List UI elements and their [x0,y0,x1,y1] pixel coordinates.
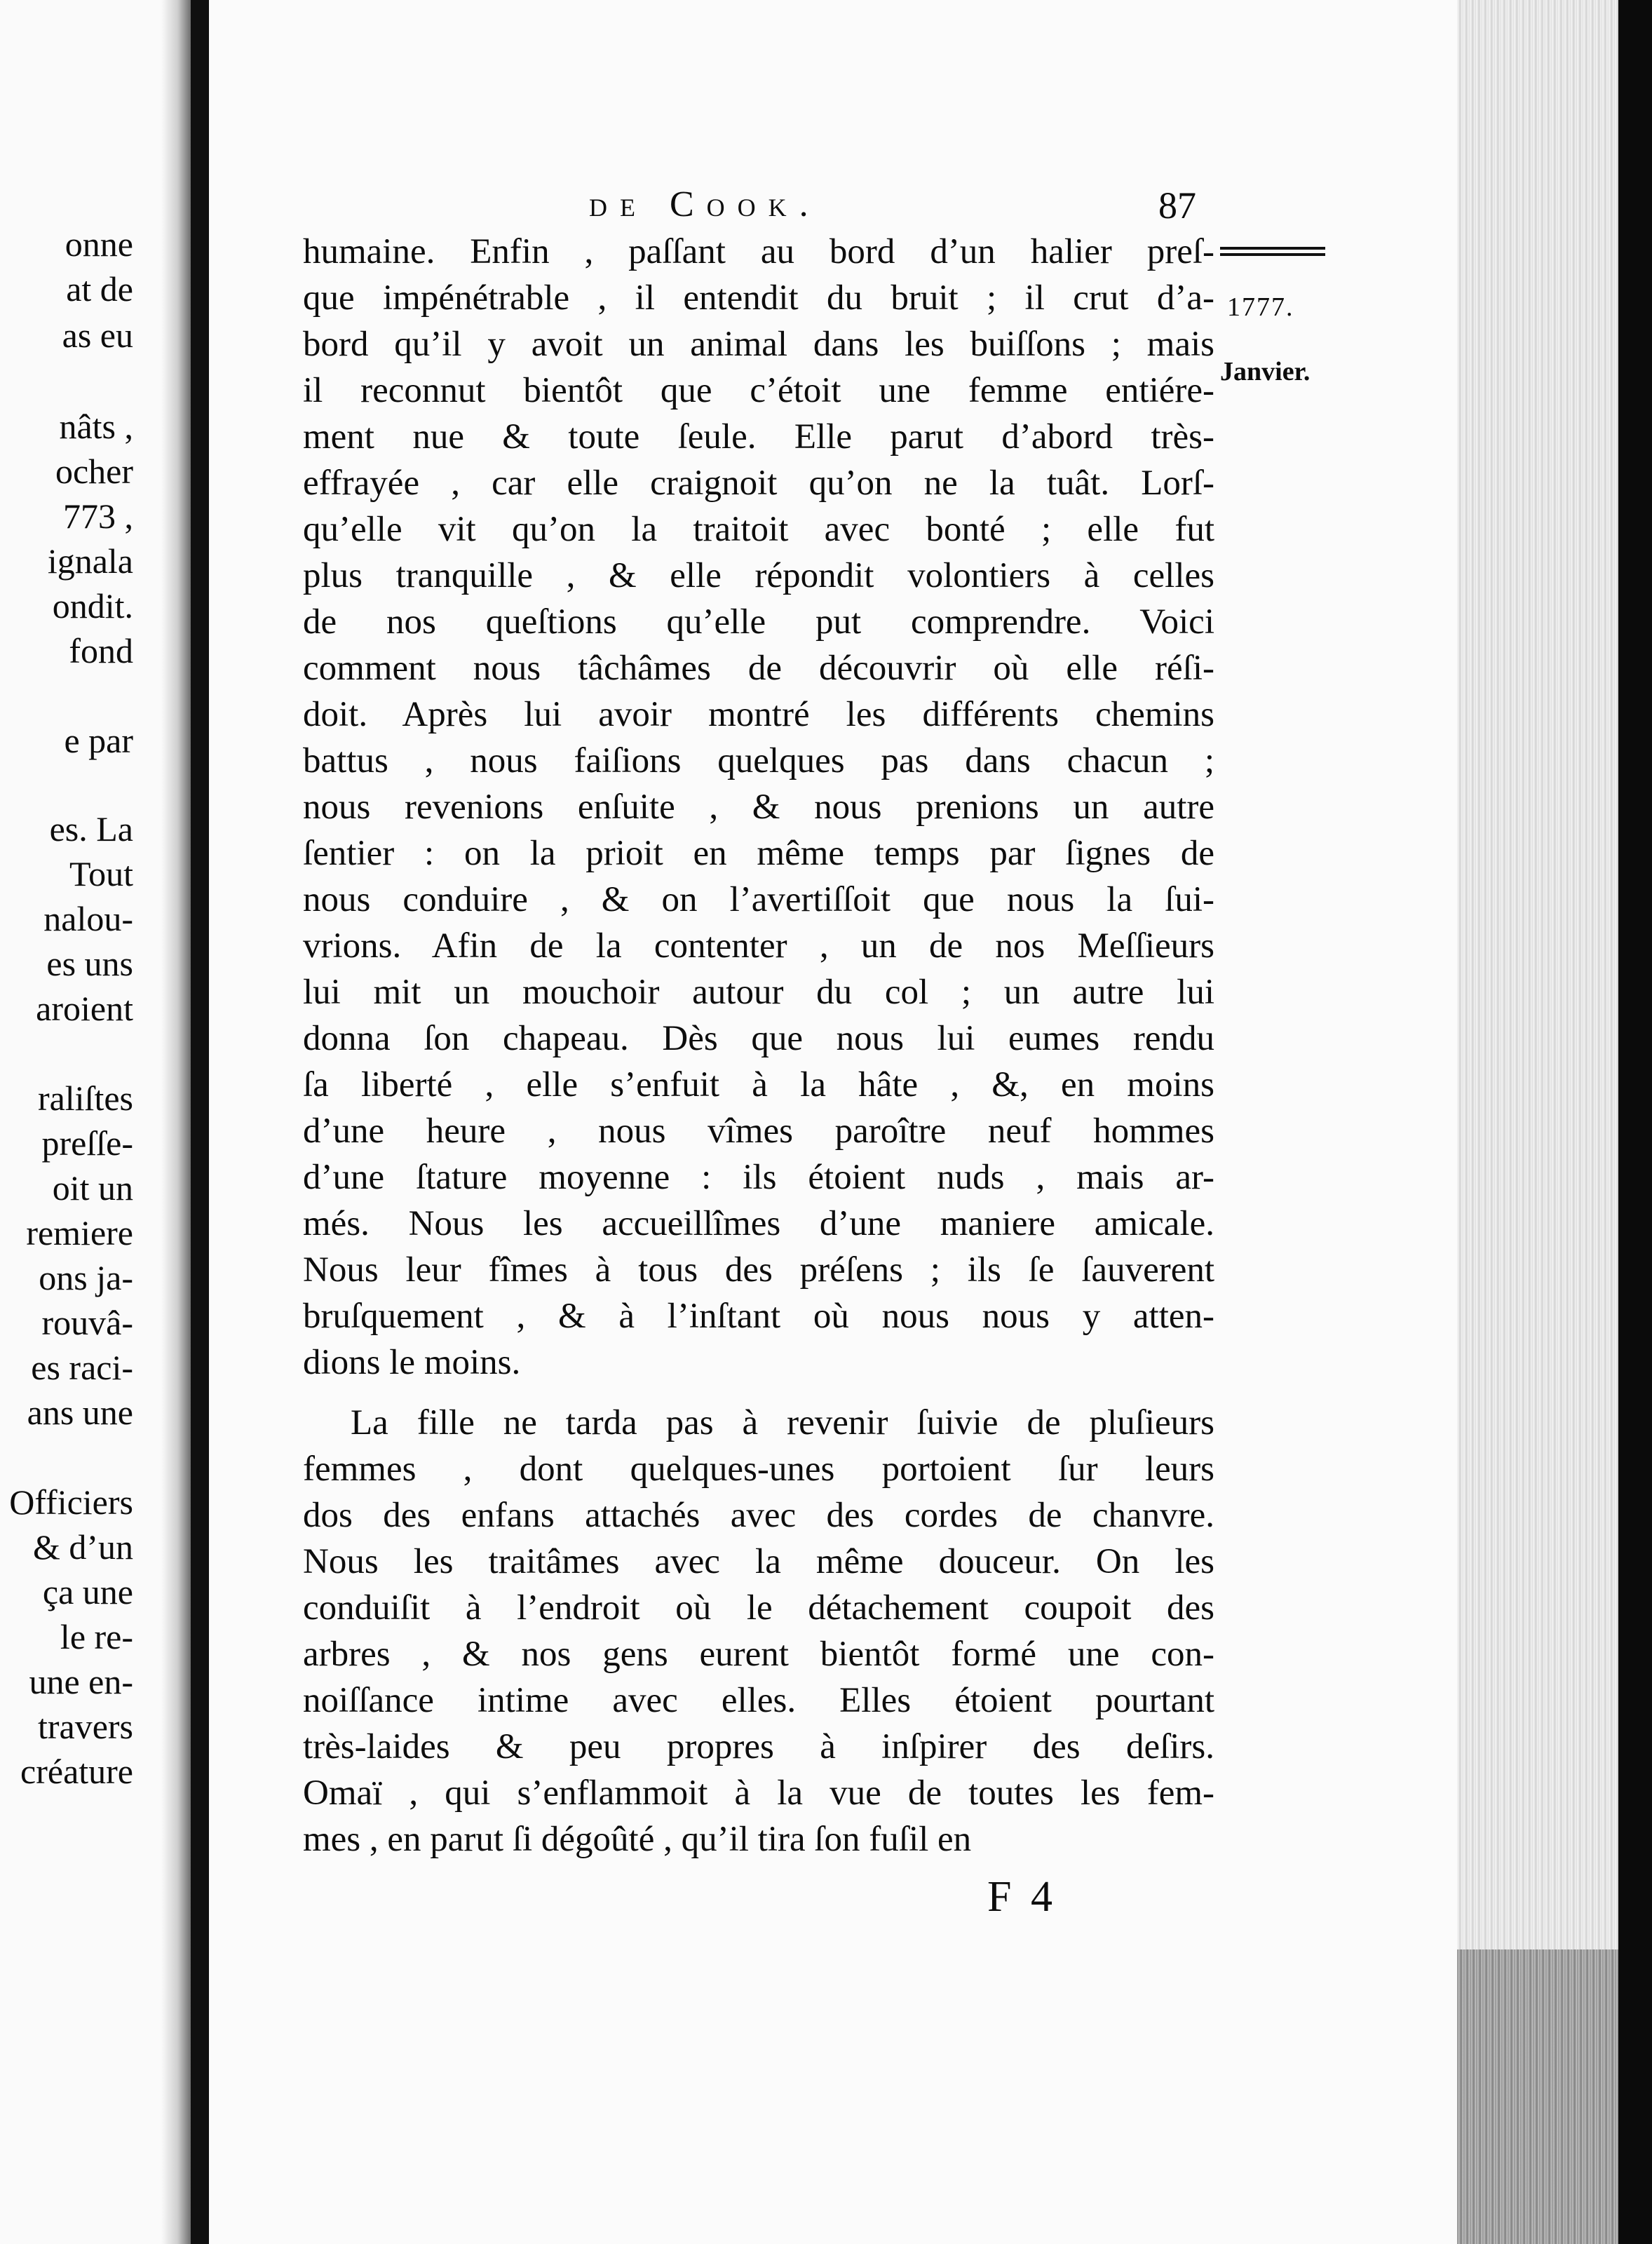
text-line: de nos queſtions qu’elle put comprendre. Voici [303,602,1214,642]
previous-page-line: rouvâ- [41,1303,133,1342]
previous-page-line: une en- [29,1662,133,1701]
text-line: conduiſit à l’endroit où le détachement coupoit des [303,1588,1214,1628]
previous-page-line: raliſtes [37,1079,133,1118]
text-line: vrions. Afin de la contenter , un de nos Meſſieurs [303,926,1214,966]
previous-page-line: onne [65,224,133,264]
previous-page-line: nâts , [59,407,133,446]
previous-page-line: nalou- [43,899,133,938]
text-line: il reconnut bientôt que c’étoit une femme entiére- [303,371,1214,410]
previous-page-line: at de [66,269,133,309]
text-line: donna ſon chapeau. Dès que nous lui eumes rendu [303,1019,1214,1058]
previous-page-line: es uns [46,944,133,983]
previous-page-line: Tout [69,854,133,893]
previous-page-line: as eu [62,316,133,355]
text-line: d’une heure , nous vîmes paroître neuf hommes [303,1111,1214,1151]
margin-note-year: 1777. [1227,292,1294,322]
signature-mark: F 4 [987,1873,1057,1921]
previous-page-line: ans une [27,1393,133,1432]
previous-page-line: & d’un [32,1527,133,1567]
text-line: bruſquement , & à l’inſtant où nous nous y atten- [303,1297,1214,1336]
text-line: Nous les traitâmes avec la même douceur. On les [303,1542,1214,1581]
previous-page-line: ignala [47,541,133,581]
previous-page-line: travers [37,1707,133,1746]
paragraph-gap [303,1386,1214,1400]
text-line: comment nous tâchâmes de découvrir où elle réſi- [303,649,1214,688]
previous-page-line: ondit. [52,586,133,626]
text-line: qu’elle vit qu’on la traitoit avec bonté ; elle fut [303,510,1214,549]
previous-page-line: ocher [55,452,133,491]
text-line: arbres , & nos gens eurent bientôt formé une con- [303,1635,1214,1674]
text-line: battus , nous faiſions quelques pas dans chacun ; [303,741,1214,780]
previous-page-line: Officiers [9,1482,133,1522]
previous-page-shadow [161,0,191,2244]
text-line: doit. Après lui avoir montré les différents chemins [303,695,1214,734]
text-line: très-laides & peu propres à inſpirer des deſirs. [303,1727,1214,1766]
text-line: mes , en parut ſi dégoûté , qu’il tira ſon fuſil en [303,1820,972,1859]
previous-page-line: preſſe- [41,1123,133,1163]
previous-page-line: es raci- [31,1348,133,1387]
previous-page-line: oit un [52,1168,133,1208]
text-line: Nous leur fîmes à tous des préſens ; ils ſe ſauverent [303,1250,1214,1290]
page-number: 87 [1158,184,1196,227]
text-line: plus tranquille , & elle répondit volontiers à celles [303,556,1214,595]
text-line: ſentier : on la prioit en même temps par ſignes de [303,834,1214,873]
text-line: ment nue & toute ſeule. Elle parut d’abord très- [303,417,1214,457]
page-edges [1457,0,1618,2244]
previous-page-line: ons ja- [39,1258,133,1297]
text-line: més. Nous les accueillîmes d’une maniere amicale. [303,1204,1214,1243]
previous-page-line: e par [64,721,133,760]
margin-rule [1220,247,1325,259]
previous-page-line: 773 , [63,496,133,536]
previous-page-line: créature [20,1752,133,1791]
text-line: noiſſance intime avec elles. Elles étoient pourtant [303,1681,1214,1720]
scan-border [1618,0,1652,2244]
previous-page-line: aroient [36,989,133,1028]
text-line: La fille ne tarda pas à revenir ſuivie de pluſieurs [351,1403,1214,1442]
previous-page-line: le re- [60,1617,133,1656]
previous-page-line: remiere [26,1213,133,1252]
text-line: nous conduire , & on l’avertiſſoit que nous la ſui- [303,880,1214,919]
text-line: bord qu’il y avoit un animal dans les buiſſons ; mais [303,325,1214,364]
previous-page-line: es. La [49,809,133,849]
text-line: ſa liberté , elle s’enfuit à la hâte , &, en moins [303,1065,1214,1104]
text-line: femmes , dont quelques-unes portoient ſur leurs [303,1449,1214,1489]
margin-note-month: Janvier. [1220,357,1311,386]
text-line: nous revenions enſuite , & nous prenions un autre [303,788,1214,827]
text-line: d’une ſtature moyenne : ils étoient nuds , mais ar- [303,1158,1214,1197]
text-line: dos des enfans attachés avec des cordes de chanvre. [303,1496,1214,1535]
text-line: que impénétrable , il entendit du bruit ; il crut d’a- [303,278,1214,318]
text-line: dions le moins. [303,1343,521,1382]
book-gutter [191,0,209,2244]
previous-page-line: fond [69,631,133,670]
text-line: Omaï , qui s’enflammoit à la vue de toutes les fem- [303,1773,1214,1813]
text-line: effrayée , car elle craignoit qu’on ne la tuât. Lorſ- [303,464,1214,503]
text-line: humaine. Enfin , paſſant au bord d’un halier preſ- [303,232,1214,271]
body-text [303,229,1214,1863]
running-head: de Cook. [589,184,821,224]
previous-page [0,0,191,2244]
previous-page-line: ça une [42,1572,133,1611]
text-line: lui mit un mouchoir autour du col ; un autre lui [303,973,1214,1012]
